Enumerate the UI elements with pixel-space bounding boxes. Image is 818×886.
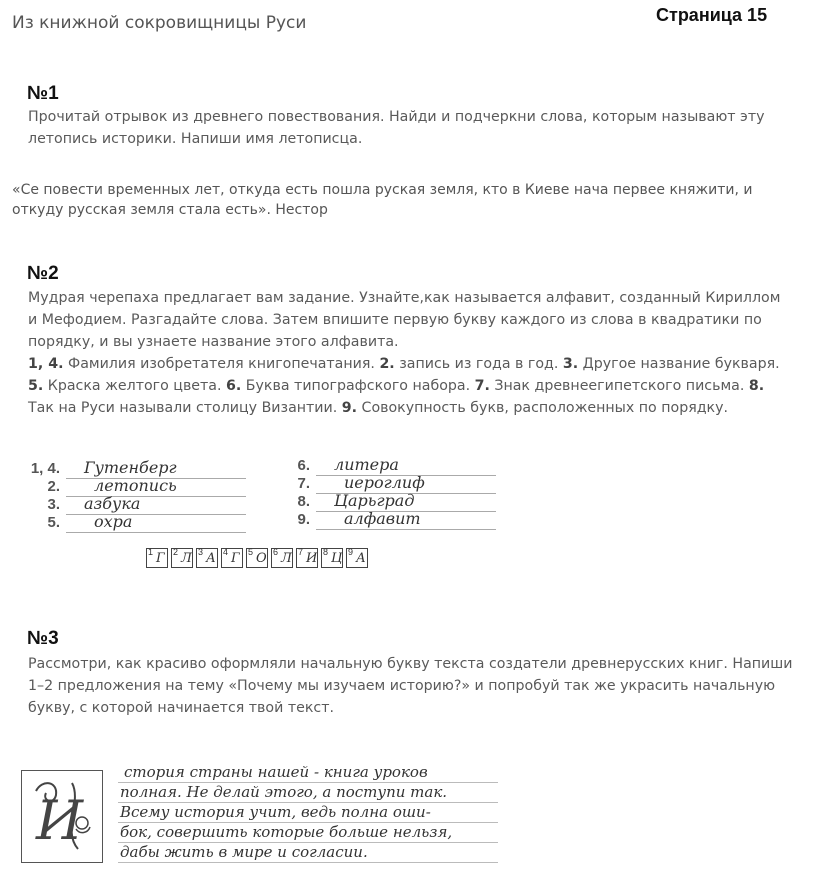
answer-word: иероглиф (344, 473, 425, 492)
answer-label: 8. (297, 493, 310, 510)
grid-cell-number: 7 (298, 547, 304, 557)
grid-cell-letter: Г (156, 551, 165, 566)
answer-row (20, 496, 250, 514)
grid-cell-number: 8 (323, 547, 329, 557)
essay-line (118, 802, 498, 823)
task-1-quote: «Се повести временных лет, откуда есть пошла руская земля, кто в Киеве нача первее княжити, и откуду русская земля стала есть». Нестор (12, 182, 753, 218)
answer-word: литера (334, 455, 399, 474)
clue-text: Краска желтого цвета. (43, 378, 227, 394)
task-1-number: №1 (27, 83, 59, 104)
grid-cell-letter: А (356, 551, 366, 566)
clue-number: 5. (28, 378, 44, 394)
answer-label: 9. (297, 511, 310, 528)
grid-cell (271, 548, 293, 568)
letter-grid (146, 548, 376, 570)
answer-word: Царьград (334, 491, 415, 510)
answer-label: 2. (47, 478, 60, 495)
clue-text: запись из года в год. (394, 356, 563, 372)
clue-number: 9. (341, 400, 358, 416)
answer-word: летопись (94, 476, 177, 495)
grid-cell-number: 9 (348, 547, 354, 557)
answer-line (66, 514, 246, 533)
answer-row (270, 511, 500, 529)
clue-text: Другое название букваря. (578, 356, 780, 372)
grid-cell-number: 5 (248, 547, 254, 557)
essay-line (118, 782, 498, 803)
essay-line (118, 842, 498, 863)
clue-text: Знак древнеегипетского письма. (489, 378, 749, 394)
answer-label: 6. (297, 457, 310, 474)
task-3-number: №3 (27, 628, 59, 649)
grid-cell-letter: А (206, 551, 216, 566)
answer-word: охра (94, 512, 133, 531)
task-2-clues (28, 356, 780, 416)
answer-label: 3. (47, 496, 60, 513)
clue-text: Фамилия изобретателя книгопечатания. (63, 356, 380, 372)
clue-number: 2. (379, 356, 395, 372)
grid-cell-letter: О (256, 551, 267, 566)
clue-text: Совокупность букв, расположенных по порядку. (357, 400, 729, 416)
essay-lines (118, 762, 508, 867)
clue-number: 8. (748, 378, 765, 394)
grid-cell-letter: И (306, 551, 318, 566)
grid-cell-number: 3 (198, 547, 204, 557)
answer-label: 7. (297, 475, 310, 492)
grid-cell-number: 2 (173, 547, 179, 557)
essay-line (118, 822, 498, 843)
grid-cell (171, 548, 193, 568)
grid-cell-number: 1 (148, 547, 154, 557)
grid-cell (196, 548, 218, 568)
task-2-text (28, 287, 793, 419)
clue-number: 3. (562, 356, 579, 372)
grid-cell-letter: Л (181, 551, 192, 566)
grid-cell-number: 6 (273, 547, 279, 557)
answer-label: 1, 4. (30, 460, 60, 477)
grid-cell (246, 548, 268, 568)
answer-word: алфавит (344, 509, 421, 528)
task-2-number: №2 (27, 263, 59, 284)
clue-text: Так на Руси называли столицу Византии. (28, 400, 342, 416)
answer-row (20, 514, 250, 532)
clue-number: 7. (474, 378, 490, 394)
page-number: Страница 15 (656, 5, 768, 25)
grid-cell-letter: Ц (331, 551, 343, 566)
answer-word: азбука (84, 494, 141, 513)
essay-text: дабы жить в мире и согласии. (120, 843, 368, 861)
essay-line (118, 762, 498, 783)
task-2-intro: Мудрая черепаха предлагает вам задание. Узнайте,как называется алфавит, созданный Кириллом и Мефодием. Разгадайте слова. Затем впишите первую букву каждого из слова в квадратики по порядку, и вы узнаете название этого алфавита. (28, 290, 781, 350)
clue-text: Буква типографского набора. (241, 378, 475, 394)
answer-word: Гутенберг (84, 458, 177, 477)
essay-text: Всему история учит, ведь полна оши- (120, 803, 431, 821)
grid-cell (221, 548, 243, 568)
grid-cell (296, 548, 318, 568)
initial-letter: И (36, 789, 84, 852)
grid-cell (146, 548, 168, 568)
decorated-initial (21, 770, 103, 863)
clue-number: 6. (226, 378, 242, 394)
grid-cell-letter: Л (281, 551, 292, 566)
answer-line (66, 496, 246, 515)
grid-cell (346, 548, 368, 568)
page-title: Из книжной сокровищницы Руси (12, 13, 307, 33)
essay-text: бок, совершить которые больше нельзя, (120, 823, 453, 841)
grid-cell-letter: Г (231, 551, 240, 566)
clue-number: 1, 4. (28, 356, 64, 372)
answer-label: 5. (47, 514, 60, 531)
answer-line (316, 511, 496, 530)
essay-text: полная. Не делай этого, а поступи так. (120, 783, 448, 801)
grid-cell (321, 548, 343, 568)
task-1-text: Прочитай отрывок из древнего повествования. Найди и подчеркни слова, которым называют эту летопись историки. Напиши имя летописца. (28, 109, 765, 147)
grid-cell-number: 4 (223, 547, 229, 557)
essay-text: стория страны нашей - книга уроков (124, 763, 428, 781)
task-3-text: Рассмотри, как красиво оформляли начальную букву текста создатели древнерусских книг. Напиши 1–2 предложения на тему «Почему мы изучаем историю?» и попробуй так же украсить начальную букву, с которой начинается твой текст. (28, 656, 793, 716)
